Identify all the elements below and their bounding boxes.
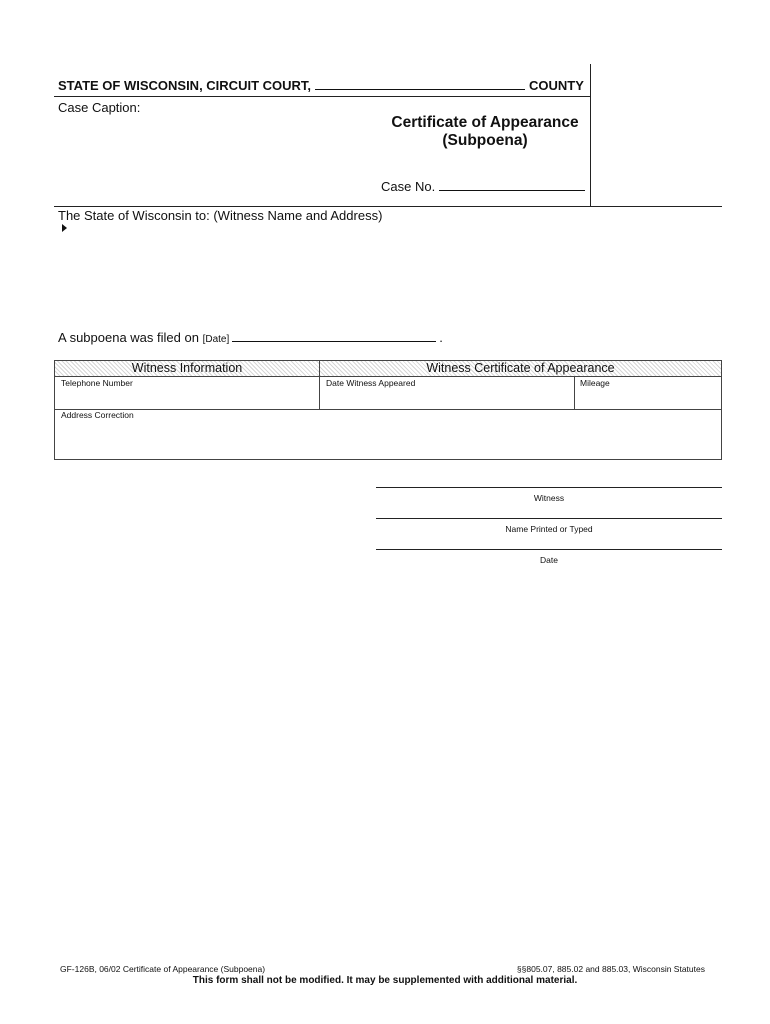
table-row-divider [55, 409, 721, 410]
form-title [380, 114, 590, 150]
witness-address-field[interactable] [70, 224, 590, 314]
form-title-line1: Certificate of Appearance [391, 114, 579, 131]
witness-label: Witness [533, 493, 565, 503]
form-notice: This form shall not be modified. It may be supplemented with additional material. [192, 975, 578, 986]
court-prefix: STATE OF WISCONSIN, CIRCUIT COURT, [58, 78, 312, 93]
court-header [58, 77, 584, 93]
field-arrow-icon [62, 224, 67, 232]
witness-address-label: The State of Wisconsin to: (Witness Name and Address) [58, 208, 383, 223]
table-header-divider [55, 376, 721, 377]
filed-prefix: A subpoena was filed on [58, 330, 199, 345]
case-no-label: Case No. [381, 179, 436, 194]
address-correction-field[interactable] [56, 421, 720, 458]
filed-date-hint: [Date] [202, 334, 230, 345]
witness-info-table [54, 360, 722, 460]
case-number-field[interactable] [439, 178, 585, 191]
county-name-field[interactable] [315, 77, 525, 90]
caption-divider [54, 206, 722, 207]
subpoena-filed-line [58, 329, 443, 345]
name-printed-label: Name Printed or Typed [505, 524, 593, 534]
telephone-label: Telephone Number [61, 378, 133, 388]
date-label: Date [540, 555, 558, 565]
date-line[interactable] [376, 549, 722, 550]
telephone-field[interactable] [56, 387, 318, 408]
county-label: COUNTY [529, 78, 584, 93]
table-mileage-divider [574, 376, 575, 409]
witness-signature-line[interactable] [376, 487, 722, 488]
filed-suffix: . [439, 330, 443, 345]
name-printed-line[interactable] [376, 518, 722, 519]
header-right-border [590, 64, 591, 207]
table-col-divider [319, 361, 320, 409]
form-title-line2: (Subpoena) [442, 132, 528, 149]
statutes: §§805.07, 885.02 and 885.03, Wisconsin Statutes [516, 964, 705, 974]
mileage-label: Mileage [580, 378, 610, 388]
filed-date-field[interactable] [232, 329, 436, 342]
case-caption-label: Case Caption: [58, 100, 141, 115]
case-number [381, 178, 585, 194]
date-appeared-label: Date Witness Appeared [326, 378, 416, 388]
address-correction-label: Address Correction [61, 410, 134, 420]
mileage-field[interactable] [576, 387, 720, 408]
form-id: GF-126B, 06/02 Certificate of Appearance (Subpoena) [60, 964, 266, 974]
table-header-certificate: Witness Certificate of Appearance [320, 361, 721, 376]
header-divider [54, 96, 590, 97]
date-appeared-field[interactable] [321, 387, 573, 408]
table-header-witness-information: Witness Information [55, 361, 319, 376]
